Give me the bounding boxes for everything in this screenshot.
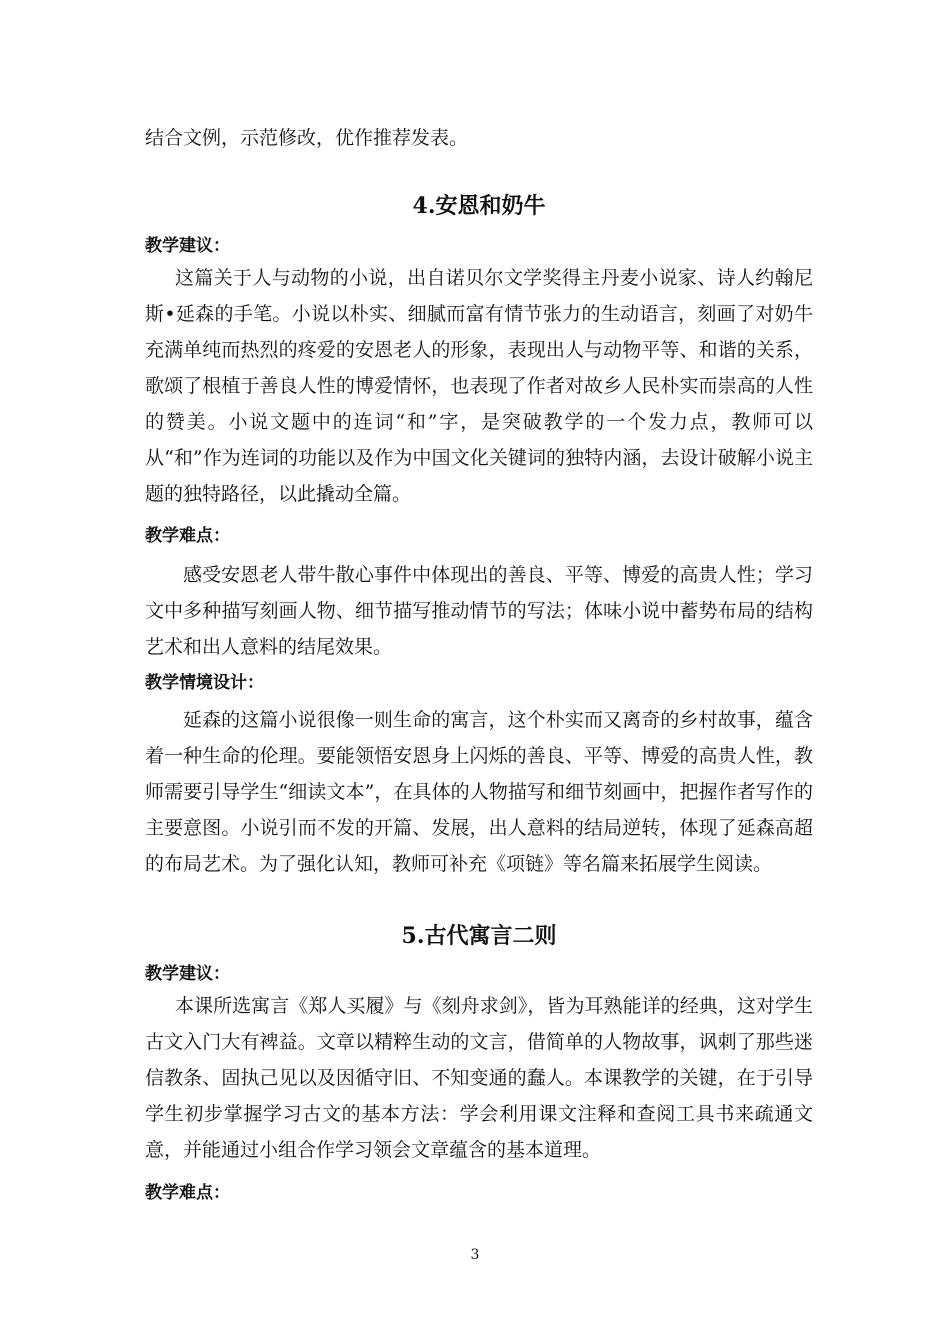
section-4-suggestion-paragraph: 这篇关于人与动物的小说，出自诺贝尔文学奖得主丹麦小说家、诗人约翰尼斯•延森的手笔。小说以朴实、细腻而富有情节张力的生动语言，刻画了对奶牛充满单纯而热烈的疼爱的安恩老人的形象，表现出人与动物平等、和谐的关系，歌颂了根植于善良人性的博爱情怀，也表现了作者对故乡人民朴实而崇高的人性的赞美。小说文题中的连词“和”字，是突破教学的一个发力点，教师可以从“和”作为连词的功能以及作为中国文化关键词的独特内涵，去设计破解小说主题的独特路径，以此撬动全篇。 — [145, 267, 813, 505]
section-5-title: 5.古代寓言二则 — [401, 923, 557, 949]
section-5-suggestion-label: 教学建议： — [145, 964, 230, 984]
section-4-scenario-label: 教学情境设计： — [145, 673, 264, 693]
page-number: 3 — [470, 1247, 480, 1263]
intro-paragraph: 结合文例，示范修改，优作推荐发表。 — [145, 127, 469, 149]
section-4-difficulty-paragraph: 感受安恩老人带牛散心事件中体现出的善良、平等、博爱的高贵人性；学习文中多种描写刻画人物、细节描写推动情节的写法；体味小说中蓄势布局的结构艺术和出人意料的结尾效果。 — [145, 564, 813, 658]
section-5-suggestion-paragraph: 本课所选寓言《郑人买履》与《刻舟求剑》，皆为耳熟能详的经典，这对学生古文入门大有裨益。文章以精粹生动的文言，借简单的人物故事，讽刺了那些迷信教条、固执己见以及因循守旧、不知变通的蠢人。本课教学的关键，在于引导学生初步掌握学习古文的基本方法：学会利用课文注释和查阅工具书来疏通文意，并能通过小组合作学习领会文章蕴含的基本道理。 — [145, 995, 813, 1161]
section-5-difficulty-label: 教学难点： — [145, 1183, 230, 1203]
section-4-title: 4.安恩和奶牛 — [412, 193, 546, 219]
section-4-difficulty-label: 教学难点： — [145, 526, 230, 546]
section-4-suggestion-label: 教学建议： — [145, 236, 230, 256]
section-4-scenario-paragraph: 延森的这篇小说很像一则生命的寓言，这个朴实而又离奇的乡村故事，蕴含着一种生命的伦理。要能领悟安恩身上闪烁的善良、平等、博爱的高贵人性，教师需要引导学生“细读文本”，在具体的人物描写和细节刻画中，把握作者写作的主要意图。小说引而不发的开篇、发展，出人意料的结局逆转，体现了延森高超的布局艺术。为了强化认知，教师可补充《项链》等名篇来拓展学生阅读。 — [145, 709, 813, 875]
